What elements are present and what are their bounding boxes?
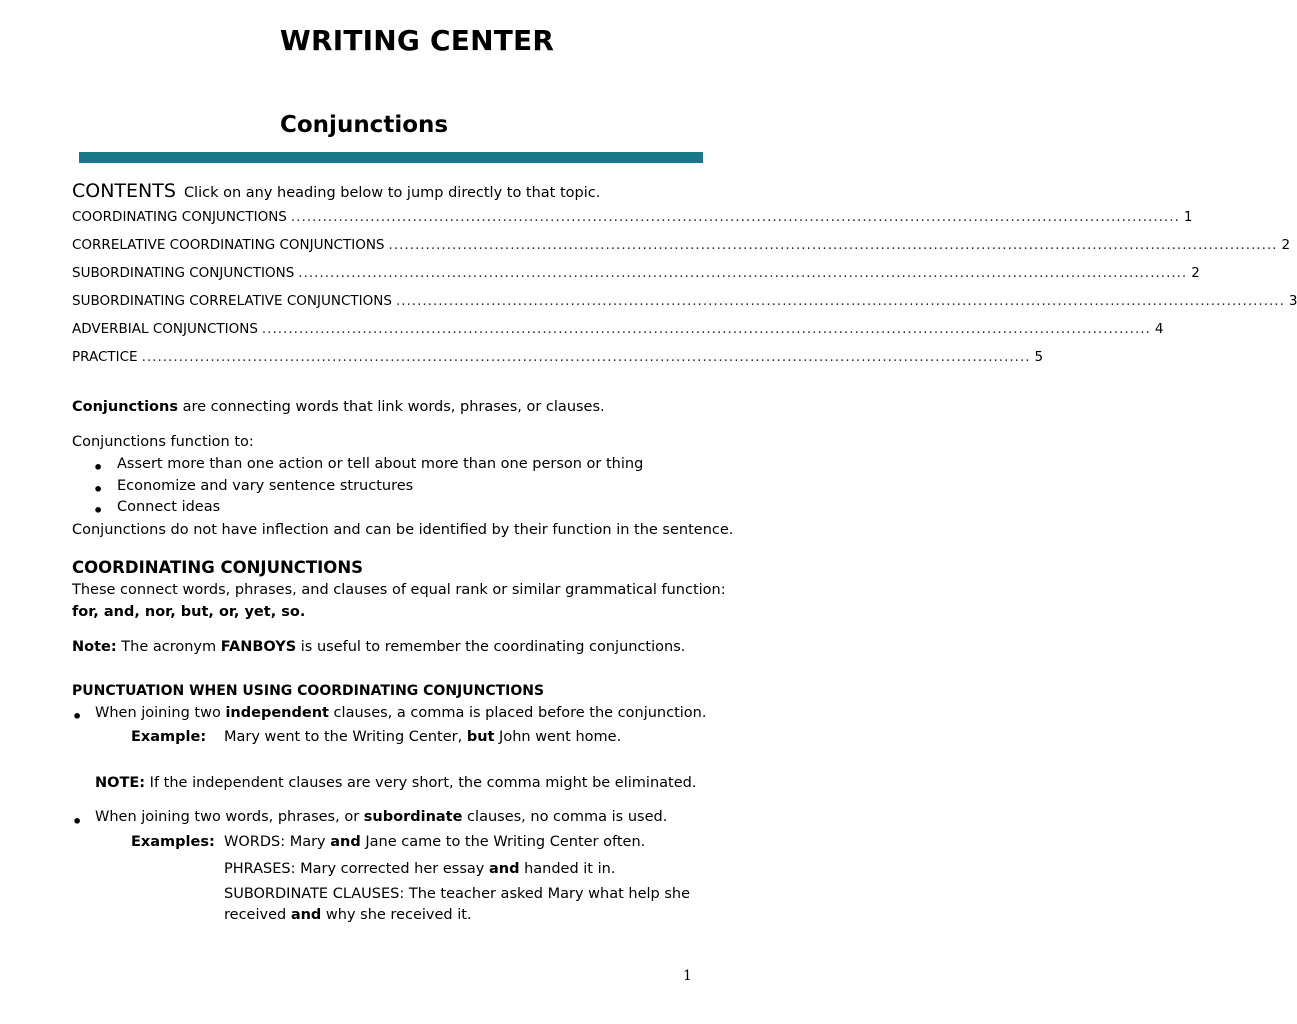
section-heading-punctuation: PUNCTUATION WHEN USING COORDINATING CONJUNCTIONS bbox=[72, 683, 545, 699]
toc-entry-subordinating[interactable] bbox=[72, 265, 1200, 281]
document-title: WRITING CENTER bbox=[279, 24, 555, 57]
example-conjunction: and bbox=[330, 834, 361, 850]
note-text: If the independent clauses are very short, the comma might be eliminated. bbox=[145, 775, 697, 791]
contents-instruction: Click on any heading below to jump directly to that topic. bbox=[183, 185, 601, 201]
fanboys-note bbox=[72, 639, 685, 655]
rule-text: When joining two bbox=[95, 705, 226, 721]
toc-leader: ........................................................................................................................................................................ bbox=[141, 349, 1031, 365]
toc-entry-adverbial[interactable] bbox=[72, 321, 1164, 337]
toc-page-number: 5 bbox=[1034, 349, 1044, 365]
example-text: WORDS: Mary bbox=[224, 834, 331, 850]
example-clauses-line-2 bbox=[224, 907, 472, 923]
short-clause-note bbox=[95, 775, 696, 791]
note-label: NOTE: bbox=[95, 775, 146, 791]
toc-entry-label: CORRELATIVE COORDINATING CONJUNCTIONS bbox=[72, 237, 385, 253]
toc-leader: ........................................................................................................................................................................ bbox=[290, 209, 1180, 225]
note-text: is useful to remember the coordinating conjunctions. bbox=[296, 639, 686, 655]
example-label: Example: bbox=[131, 729, 207, 745]
toc-entry-label: COORDINATING CONJUNCTIONS bbox=[72, 209, 287, 225]
document-subtitle: Conjunctions bbox=[280, 112, 449, 138]
toc-entry-label: PRACTICE bbox=[72, 349, 138, 365]
toc-leader: ........................................................................................................................................................................ bbox=[298, 265, 1188, 281]
example-sentence bbox=[224, 729, 621, 745]
toc-entry-label: SUBORDINATING CONJUNCTIONS bbox=[72, 265, 295, 281]
example-text: Mary went to the Writing Center, bbox=[224, 729, 467, 745]
toc-entry-label: ADVERBIAL CONJUNCTIONS bbox=[72, 321, 258, 337]
example-conjunction: and bbox=[488, 861, 520, 877]
example-text: handed it in. bbox=[519, 861, 616, 877]
toc-entry-subordinating-correlative[interactable] bbox=[72, 293, 1297, 309]
section-heading-coordinating: COORDINATING CONJUNCTIONS bbox=[72, 558, 364, 577]
example-text: Jane came to the Writing Center often. bbox=[360, 834, 646, 850]
note-text: The acronym bbox=[116, 639, 221, 655]
punctuation-rule-2 bbox=[95, 809, 667, 825]
page-number: 1 bbox=[683, 968, 692, 984]
example-text: PHRASES: Mary corrected her essay bbox=[224, 861, 489, 877]
punctuation-rule-1 bbox=[95, 705, 706, 721]
coordinating-description: These connect words, phrases, and clauses of equal rank or similar grammatical function: bbox=[72, 582, 726, 598]
rule-text: clauses, no comma is used. bbox=[462, 809, 668, 825]
coordinating-list: for, and, nor, but, or, yet, so. bbox=[72, 604, 306, 620]
function-item: Assert more than one action or tell about more than one person or thing bbox=[117, 456, 644, 472]
contents-label: CONTENTS bbox=[72, 180, 176, 202]
toc-leader: ........................................................................................................................................................................ bbox=[388, 237, 1278, 253]
examples-label: Examples: bbox=[131, 834, 215, 850]
toc-entry-practice[interactable] bbox=[72, 349, 1044, 365]
function-lead: Conjunctions function to: bbox=[72, 434, 254, 450]
bullet-icon: • bbox=[93, 501, 104, 520]
toc-leader: ........................................................................................................................................................................ bbox=[395, 293, 1285, 309]
function-item: Economize and vary sentence structures bbox=[117, 478, 414, 494]
definition-paragraph bbox=[72, 399, 605, 415]
contents-heading bbox=[72, 180, 600, 202]
rule-text: When joining two words, phrases, or bbox=[95, 809, 364, 825]
toc-page-number: 2 bbox=[1281, 237, 1291, 253]
bullet-icon: • bbox=[93, 458, 104, 477]
example-conjunction: and bbox=[290, 907, 322, 923]
rule-emphasis: subordinate bbox=[363, 809, 463, 825]
example-text: received bbox=[224, 907, 291, 923]
closing-paragraph: Conjunctions do not have inflection and can be identified by their function in the sentence. bbox=[72, 522, 734, 538]
toc-page-number: 3 bbox=[1288, 293, 1297, 309]
title-divider bbox=[79, 152, 703, 163]
bullet-icon: • bbox=[93, 480, 104, 499]
definition-term: Conjunctions bbox=[72, 399, 178, 415]
definition-text: are connecting words that link words, phrases, or clauses. bbox=[177, 399, 605, 415]
bullet-icon: • bbox=[72, 707, 83, 726]
rule-emphasis: independent bbox=[225, 705, 329, 721]
example-text: John went home. bbox=[494, 729, 622, 745]
toc-entry-label: SUBORDINATING CORRELATIVE CONJUNCTIONS bbox=[72, 293, 392, 309]
toc-entry-coordinating[interactable] bbox=[72, 209, 1193, 225]
bullet-icon: • bbox=[72, 812, 83, 831]
function-item: Connect ideas bbox=[117, 499, 221, 515]
toc-entry-correlative-coordinating[interactable] bbox=[72, 237, 1291, 253]
rule-text: clauses, a comma is placed before the conjunction. bbox=[328, 705, 707, 721]
example-clauses-line-1: SUBORDINATE CLAUSES: The teacher asked Mary what help she bbox=[224, 886, 691, 902]
example-conjunction: but bbox=[466, 729, 495, 745]
toc-page-number: 2 bbox=[1191, 265, 1200, 281]
toc-page-number: 1 bbox=[1183, 209, 1193, 225]
example-phrases bbox=[224, 861, 615, 877]
toc-leader: ........................................................................................................................................................................ bbox=[261, 321, 1151, 337]
toc-page-number: 4 bbox=[1154, 321, 1164, 337]
example-text: why she received it. bbox=[321, 907, 472, 923]
note-label: Note: bbox=[72, 639, 117, 655]
example-words bbox=[224, 834, 645, 850]
note-acronym: FANBOYS bbox=[220, 639, 297, 655]
